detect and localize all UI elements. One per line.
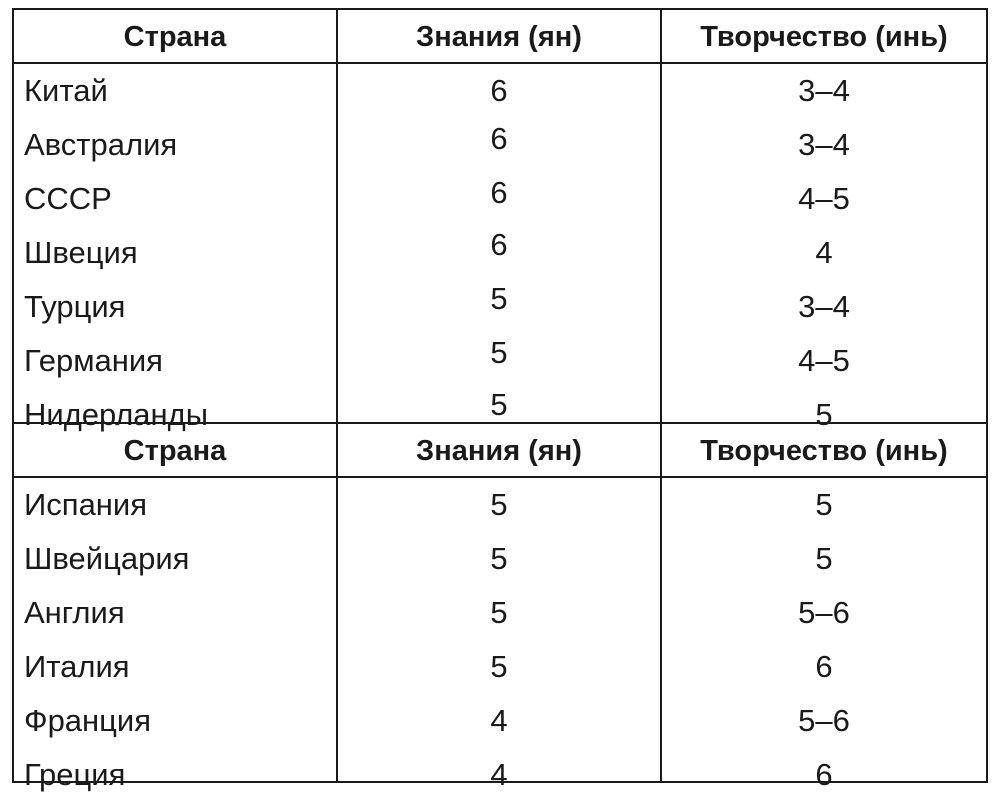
header-knowledge: Знания (ян) bbox=[416, 21, 582, 53]
creativity-cell: 4–5 bbox=[798, 181, 850, 216]
creativity-cell: 3–4 bbox=[798, 73, 850, 108]
knowledge-cell: 6 bbox=[490, 175, 508, 210]
knowledge-cell: 5 bbox=[490, 595, 508, 630]
table-row bbox=[14, 478, 986, 532]
header-country: Страна bbox=[123, 435, 227, 467]
table-row bbox=[14, 586, 986, 640]
creativity-cell: 5 bbox=[815, 397, 833, 432]
country-cell: Италия bbox=[24, 649, 130, 684]
creativity-cell: 4–5 bbox=[798, 343, 850, 378]
country-table bbox=[12, 8, 988, 792]
creativity-cell: 3–4 bbox=[798, 289, 850, 324]
table-row bbox=[14, 532, 986, 586]
country-cell: Нидерланды bbox=[24, 397, 209, 432]
knowledge-cell: 5 bbox=[490, 649, 508, 684]
country-cell: Греция bbox=[24, 757, 126, 792]
knowledge-cell: 4 bbox=[490, 703, 508, 738]
table-row bbox=[14, 640, 986, 694]
country-cell: Китай bbox=[24, 73, 108, 108]
country-cell: Германия bbox=[24, 343, 163, 378]
creativity-cell: 5–6 bbox=[798, 595, 850, 630]
table-row bbox=[14, 726, 986, 792]
creativity-cell: 5–6 bbox=[798, 703, 850, 738]
knowledge-cell: 4 bbox=[490, 757, 508, 792]
country-cell: Испания bbox=[24, 487, 148, 522]
table-row bbox=[14, 118, 986, 172]
creativity-cell: 3–4 bbox=[798, 127, 850, 162]
creativity-cell: 6 bbox=[815, 649, 833, 684]
knowledge-cell: 5 bbox=[490, 335, 508, 370]
country-cell: Австралия bbox=[24, 127, 178, 162]
creativity-cell: 5 bbox=[815, 487, 833, 522]
knowledge-cell: 5 bbox=[490, 387, 508, 422]
header-creativity: Творчество (инь) bbox=[700, 21, 948, 53]
table-header-row bbox=[14, 424, 986, 478]
creativity-cell: 6 bbox=[815, 757, 833, 792]
knowledge-cell: 6 bbox=[490, 227, 508, 262]
header-country: Страна bbox=[123, 21, 227, 53]
country-cell: СССР bbox=[24, 181, 112, 216]
country-cell: Швейцария bbox=[24, 541, 190, 576]
country-cell: Турция bbox=[24, 289, 126, 324]
knowledge-cell: 5 bbox=[490, 487, 508, 522]
knowledge-cell: 5 bbox=[490, 541, 508, 576]
table-row bbox=[14, 64, 986, 118]
header-knowledge: Знания (ян) bbox=[416, 435, 582, 467]
creativity-cell: 5 bbox=[815, 541, 833, 576]
knowledge-cell: 6 bbox=[490, 73, 508, 108]
country-cell: Франция bbox=[24, 703, 152, 738]
country-cell: Швеция bbox=[24, 235, 138, 270]
creativity-cell: 4 bbox=[815, 235, 833, 270]
header-creativity: Творчество (инь) bbox=[700, 435, 948, 467]
knowledge-cell: 6 bbox=[490, 121, 508, 156]
knowledge-cell: 5 bbox=[490, 281, 508, 316]
table-header-row bbox=[14, 10, 986, 64]
country-cell: Англия bbox=[24, 595, 125, 630]
